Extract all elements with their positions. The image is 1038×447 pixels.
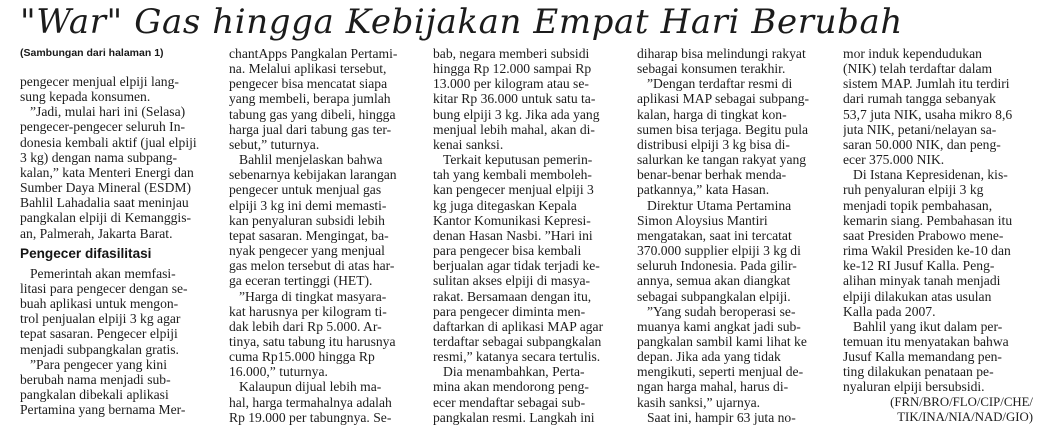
text-line: distribusi elpiji 3 kg bisa di-: [637, 136, 790, 152]
text-line: tepat sasaran. Mengingat, ba-: [229, 227, 389, 243]
text-line: ”Yang sudah beroperasi se-: [647, 303, 796, 319]
text-line: Bahlil Lahadalia saat meninjau: [20, 195, 189, 211]
text-line: rima Wakil Presiden ke-10 dan: [843, 243, 1011, 259]
text-line: kan penyaluran subsidi lebih: [229, 212, 385, 228]
text-line: sebagai subpangkalan elpiji.: [637, 288, 791, 304]
text-line: dak lebih dari Rp 5.000. Ar-: [229, 318, 382, 334]
text-line: Kantor Komunikasi Kepresi-: [433, 212, 591, 228]
text-line: pangkalan dibekali aplikasi: [20, 386, 169, 402]
text-line: berubah nama menjadi sub-: [20, 371, 171, 387]
text-line: 13.000 per kilogram atau se-: [433, 76, 589, 92]
text-line: buah aplikasi untuk mengon-: [20, 296, 179, 312]
text-line: Rp 19.000 per tabungnya. Se-: [229, 409, 392, 425]
text-line: seluruh Indonesia. Pada gilir-: [637, 258, 797, 274]
text-line: pengecer menjual elpiji lang-: [20, 74, 179, 89]
text-line: salurkan ke tangan rakyat yang: [637, 152, 807, 168]
text-line: 370.000 supplier elpiji 3 kg di: [637, 243, 801, 259]
text-line: menjadi topik pembahasan,: [843, 197, 993, 213]
text-line: harga jual dari tabung gas ter-: [229, 121, 392, 137]
article-column-3: [433, 46, 629, 447]
text-line: patkannya,” kata Hasan.: [637, 182, 770, 198]
text-line: Terkait keputusan pemerin-: [443, 152, 593, 168]
text-line: Jusuf Kalla memandang pen-: [843, 349, 1002, 365]
text-line: dari rumah tangga sebanyak: [843, 91, 996, 107]
text-line: saran 50.000 NIK, dan peng-: [843, 136, 1001, 152]
text-line: mengatakan, saat ini tercatat: [637, 227, 792, 243]
text-line: alihan minyak tanah menjadi: [843, 273, 1001, 289]
text-line: muanya kami angkat jadi sub-: [637, 318, 801, 334]
text-line: hal, harga termahalnya adalah: [229, 394, 392, 410]
article-column-2: [229, 46, 425, 447]
text-line: pengecer bisa mencatat siapa: [229, 76, 388, 92]
text-line: an, Palmerah, Jakarta Barat.: [20, 225, 173, 241]
text-line: temuan itu menyatakan bahwa: [843, 333, 1009, 349]
article-column-5: [843, 46, 1033, 447]
text-line: 16.000,” tuturnya.: [229, 364, 328, 380]
text-line: hingga Rp 12.000 sampai Rp: [433, 61, 592, 77]
text-line: pengecer-pengecer seluruh In-: [20, 119, 186, 135]
text-line: ”Para pengecer yang kini: [30, 356, 168, 372]
text-line: ke-12 RI Jusuf Kalla. Peng-: [843, 258, 995, 274]
text-line: Sumber Daya Mineral (ESDM): [20, 180, 192, 196]
text-line: annya, semua akan diangkat: [637, 273, 791, 289]
text-line: denan Hasan Nasbi. ”Hari ini: [433, 227, 593, 243]
text-line: benar-benar berhak menda-: [637, 167, 787, 183]
byline-credit: (FRN/BRO/FLO/CIP/CHE/: [890, 394, 1033, 409]
byline-credit: TIK/INA/NIA/NAD/GIO): [897, 409, 1033, 424]
text-line: sulitan akses elpiji di masya-: [433, 273, 591, 289]
text-line: 53,7 juta NIK, usaha mikro 8,6: [843, 106, 1013, 122]
text-line: kalan, harga di tingkat kon-: [637, 106, 787, 122]
text-line: chantApps Pangkalan Pertami-: [229, 46, 398, 61]
text-line: sebagai konsumen terakhir.: [637, 61, 786, 77]
text-line: Pertamina yang bernama Mer-: [20, 402, 186, 418]
text-line: ruh penyaluran elpiji 3 kg: [843, 182, 984, 198]
text-line: Direktur Utama Pertamina: [647, 197, 792, 213]
text-line: menjadi subpangkalan gratis.: [20, 341, 179, 357]
text-line: Di Istana Kepresidenan, kis-: [853, 167, 1008, 183]
text-line: para pengecer diminta men-: [433, 303, 586, 319]
text-line: elpiji dilakukan atas usulan: [843, 288, 992, 304]
text-line: Saat ini, hampir 63 juta no-: [647, 409, 796, 425]
text-line: juta NIK, petani/nelayan sa-: [843, 121, 997, 137]
text-line: kasih sanksi,” ujarnya.: [637, 394, 761, 410]
text-line: donesia kembali aktif (jual elpiji: [20, 134, 197, 150]
text-line: tepat sasaran. Pengecer elpiji: [20, 326, 178, 342]
text-line: mina akan mendorong peng-: [433, 379, 589, 395]
text-line: Bahlil menjelaskan bahwa: [239, 152, 383, 168]
text-line: bab, negara memberi subsidi: [433, 46, 590, 61]
text-line: Kalaupun dijual lebih ma-: [239, 379, 382, 395]
text-line: mor induk kependudukan: [843, 46, 982, 61]
text-line: (NIK) telah terdaftar dalam: [843, 61, 993, 77]
text-line: sebenarnya kebijakan larangan: [229, 167, 397, 183]
article-column-1: [20, 46, 216, 447]
text-line: sistem MAP. Jumlah itu terdiri: [843, 76, 1010, 92]
text-line: aplikasi MAP sebagai subpang-: [637, 91, 810, 107]
text-line: sung kepada konsumen.: [20, 89, 151, 105]
text-line: Pemerintah akan memfasi-: [30, 265, 176, 281]
text-line: yang membeli, berapa jumlah: [229, 91, 391, 107]
text-line: ecer mendaftar sebagai sub-: [433, 394, 586, 410]
text-line: kg juga ditegaskan Kepala: [433, 197, 577, 213]
text-line: ”Harga di tingkat masyara-: [239, 288, 387, 304]
text-line: kenai sanksi.: [433, 136, 504, 152]
text-line: para pengecer bisa kembali: [433, 243, 582, 259]
text-line: nyaluran elpiji bersubsidi.: [843, 379, 985, 395]
text-line: litasi para pengecer dengan se-: [20, 280, 188, 296]
text-line: sumen bisa terjaga. Begitu pula: [637, 121, 809, 137]
text-line: tabung gas yang dibeli, hingga: [229, 106, 396, 122]
text-line: Bahlil yang ikut dalam per-: [853, 318, 1003, 334]
text-line: diharap bisa melindungi rakyat: [637, 46, 806, 61]
text-line: resmi,” katanya secara tertulis.: [433, 349, 601, 365]
text-line: pengecer untuk menjual gas: [229, 182, 382, 198]
text-line: kemarin siang. Pembahasan itu: [843, 212, 1013, 228]
text-line: elpiji 3 kg ini demi memasti-: [229, 197, 387, 213]
text-line: Dia menambahkan, Perta-: [443, 364, 585, 380]
text-line: ecer 375.000 NIK.: [843, 152, 945, 168]
text-line: saat Presiden Prabowo mene-: [843, 227, 1004, 243]
text-line: pangkalan sambil kami lihat ke: [637, 333, 807, 349]
col1-paragraph-b: [20, 266, 216, 418]
text-line: kalan,” kata Menteri Energi dan: [20, 164, 194, 180]
text-line: sebut,” tuturnya.: [229, 136, 320, 152]
text-line: pangkalan elpiji di Kemanggis-: [20, 210, 192, 226]
text-line: ga eceran tertinggi (HET).: [229, 273, 373, 289]
text-line: pangkalan resmi. Langkah ini: [433, 409, 595, 425]
text-line: depan. Jika ada yang tidak: [637, 349, 781, 365]
text-line: kitar Rp 36.000 untuk satu ta-: [433, 91, 596, 107]
text-line: terdaftar sebagai subpangkalan: [433, 333, 602, 349]
text-line: kan pengecer menjual elpiji 3: [433, 182, 594, 198]
text-line: Kalla pada 2007.: [843, 303, 936, 319]
text-line: ”Jadi, mulai hari ini (Selasa): [30, 104, 186, 120]
text-line: ngan harga mahal, harus di-: [637, 379, 789, 395]
headline: "War" Gas hingga Kebijakan Empat Hari Berubah: [20, 2, 903, 42]
subheading: Pengecer difasilitasi: [20, 245, 152, 261]
text-line: 3 kg) dengan nama subpang-: [20, 149, 178, 165]
text-line: berjualan agar tidak terjadi ke-: [433, 258, 600, 274]
text-line: mengikuti, seperti menjual de-: [637, 364, 804, 380]
text-line: ”Dengan terdaftar resmi di: [647, 76, 793, 92]
text-line: menjual lebih mahal, akan di-: [433, 121, 595, 137]
text-line: trol penjualan elpiji 3 kg agar: [20, 311, 181, 327]
text-line: rakat. Bersamaan dengan itu,: [433, 288, 592, 304]
text-line: ting dilakukan penataan pe-: [843, 364, 994, 380]
col1-paragraph-a: [20, 74, 216, 241]
text-line: nyak pengecer yang menjual: [229, 243, 385, 259]
text-line: na. Melalui aplikasi tersebut,: [229, 61, 387, 77]
continued-note: (Sambungan dari halaman 1): [20, 47, 164, 59]
text-line: cuma Rp15.000 hingga Rp: [229, 349, 375, 365]
text-line: kat harusnya per kilogram ti-: [229, 303, 387, 319]
text-line: gas melon tersebut di atas har-: [229, 258, 395, 274]
text-line: Simon Aloysius Mantiri: [637, 212, 768, 228]
text-line: bung elpiji 3 kg. Jika ada yang: [433, 106, 600, 122]
text-line: tah yang kembali memboleh-: [433, 167, 592, 183]
article-column-4: [637, 46, 833, 447]
text-line: daftarkan di aplikasi MAP agar: [433, 318, 604, 334]
text-line: tinya, satu tabung itu harusnya: [229, 333, 396, 349]
